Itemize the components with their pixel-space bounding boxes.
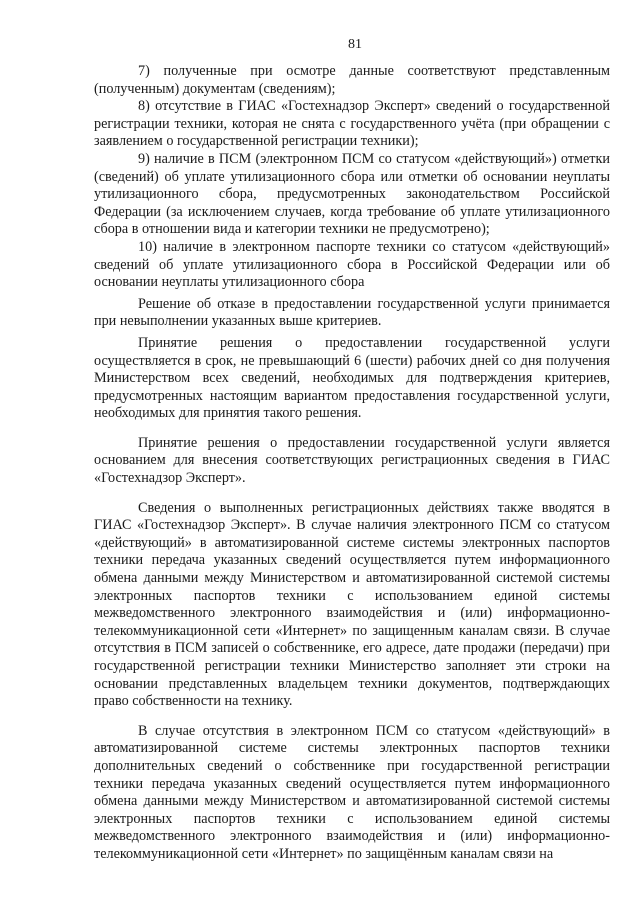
paragraph-refusal-decision: Решение об отказе в предоставлении государственной услуги принимается при невыполнении указанных выше критериев.	[94, 295, 610, 330]
paragraph-item-8: 8) отсутствие в ГИАС «Гостехнадзор Эксперт» сведений о государственной регистрации техники, которая не снята с государственного учёта (при обращении с заявлением о государственной регистрации техники);	[94, 98, 610, 150]
paragraph-item-9: 9) наличие в ПСМ (электронном ПСМ со статусом «действующий») отметки (сведений) об уплате утилизационного сбора или отметки об основании неуплаты утилизационного сбора, предусмотренных законодательством Российской Федерации (за исключением случаев, когда требование об уплате утилизационного сбора в отношении вида и категории техники не предусмотрено);	[94, 150, 610, 238]
document-page	[94, 36, 610, 864]
paragraph-decision-basis: Принятие решения о предоставлении государственной услуги является основанием для внесения соответствующих регистрационных сведения в ГИАС «Гостехнадзор Эксперт».	[94, 434, 610, 487]
paragraph-registration-info: Сведения о выполненных регистрационных действиях также вводятся в ГИАС «Гостехнадзор Эксперт». В случае наличия электронного ПСМ со статусом «действующий» в автоматизированной системе системы электронных паспортов техники передача указанных сведений осуществляется путем информационного обмена данными между Министерством и автоматизированной системой системы электронных паспортов техники с использованием единой системы межведомственного электронного взаимодействия и (или) информационно-телекоммуникационной сети «Интернет» по защищенным каналам связи. В случае отсутствия в ПСМ записей о собственнике, его адресе, дате продажи (передачи) при государственной регистрации техники Министерство заполняет эти строки на основании представленных владельцем техники документов, подтверждающих право собственности на технику.	[94, 499, 610, 710]
page-number: 81	[348, 37, 362, 52]
paragraph-absence-of-info: В случае отсутствия в электронном ПСМ со статусом «действующий» в автоматизированной системе системы электронных паспортов техники дополнительных сведений о собственнике при государственной регистрации техники передача указанных сведений осуществляется путем информационного обмена данными между Министерством и автоматизированной системой системы электронных паспортов техники с использованием единой системы межведомственного электронного взаимодействия и (или) информационно-телекоммуникационной сети «Интернет» по защищённым каналам связи на	[94, 722, 610, 862]
paragraph-decision-term: Принятие решения о предоставлении государственной услуги осуществляется в срок, не превышающий 6 (шести) рабочих дней со дня получения Министерством всех сведений, необходимых для подтверждения критериев, предусмотренных настоящим вариантом предоставления государственной услуги, необходимых для принятия такого решения.	[94, 334, 610, 422]
paragraph-item-10: 10) наличие в электронном паспорте техники со статусом «действующий» сведений об уплате утилизационного сбора в Российской Федерации или об основании неуплаты утилизационного сбора	[94, 238, 610, 291]
paragraph-item-7: 7) полученные при осмотре данные соответствуют представленным (полученным) документам (сведениям);	[94, 63, 610, 97]
